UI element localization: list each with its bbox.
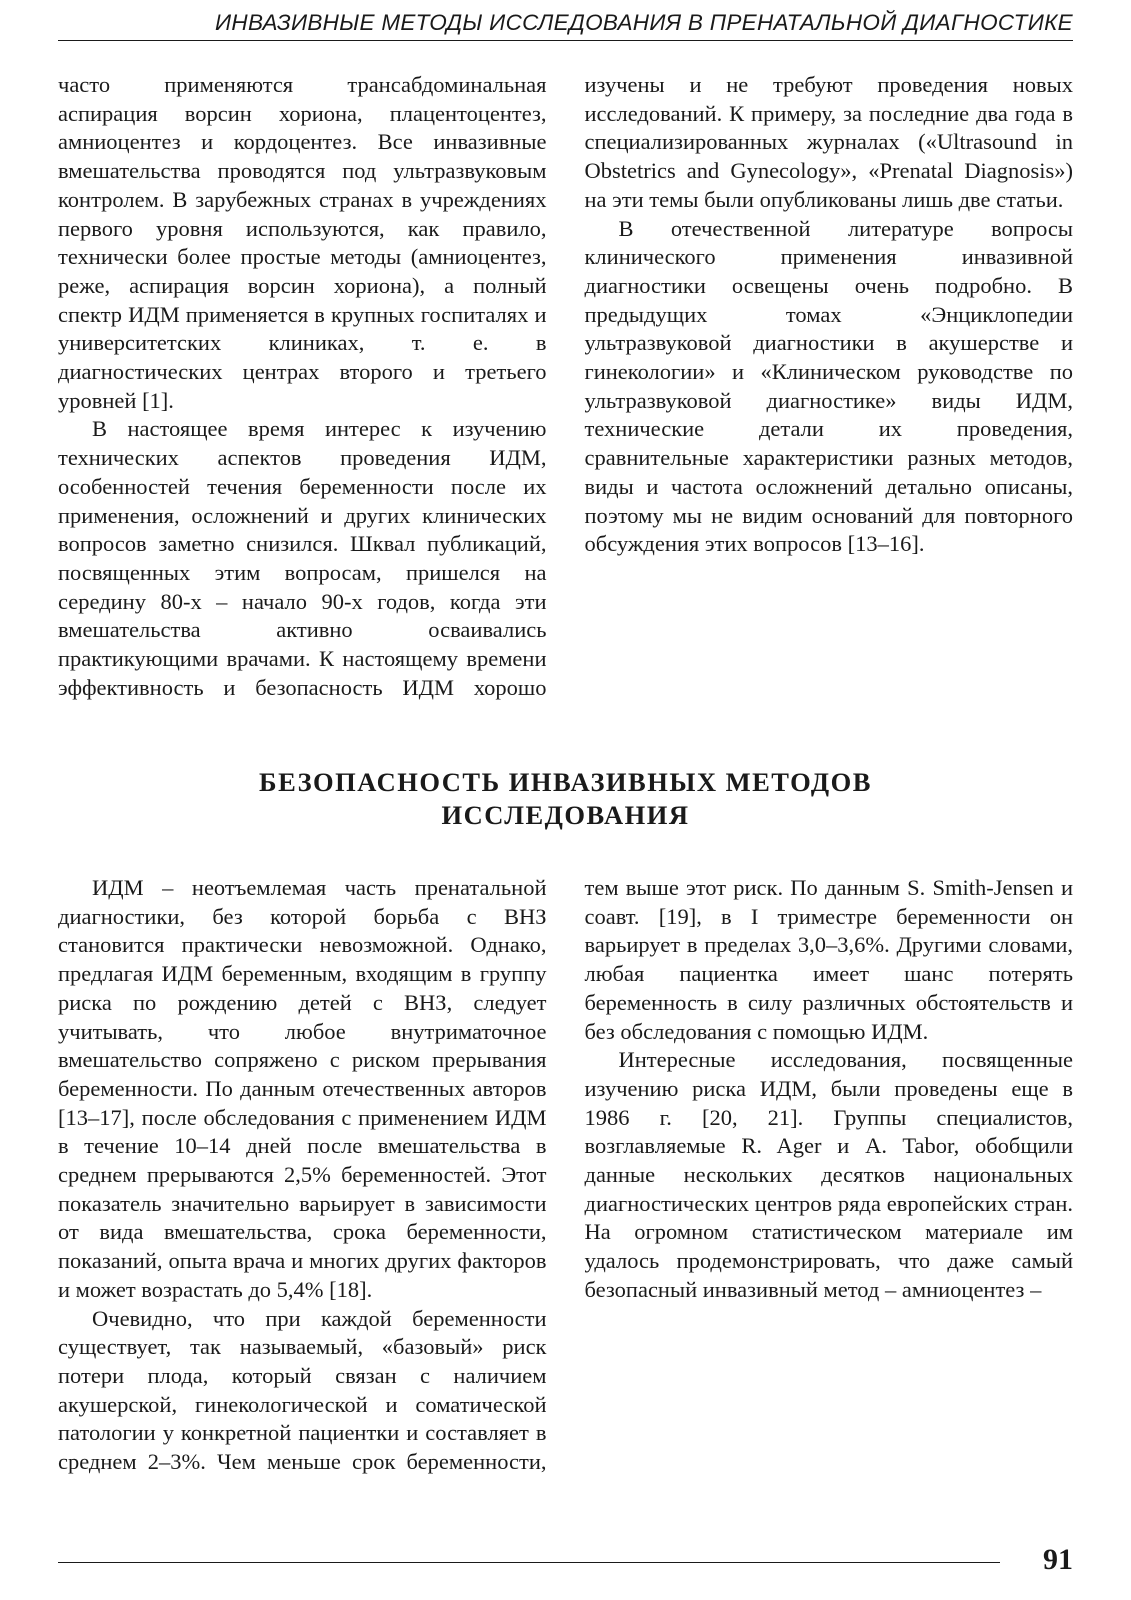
- footer-rule: [58, 1562, 1000, 1563]
- page-number: 91: [1043, 1543, 1073, 1576]
- paragraph: ИДМ – неотъемлемая часть пренатальной диагностики, без которой борьба с ВНЗ становится практически невозможной. Однако, предлагая ИДМ беременным, входящим в группу риска по рождению детей с ВНЗ, следует учитывать, что любое внутриматочное вмешательство сопряжено с риском прерывания беременности. По данным отечественных авторов [13–17], после обследования с применением ИДМ в течение 10–14 дней после вмешательства в среднем прерываются 2,5% беременностей. Этот показатель значительно варьирует в зависимости от вида вмешательства, срока беременности, показаний, опыта врача и многих других факторов и может возрастать до 5,4% [18].: [58, 875, 547, 1302]
- section-heading-line: БЕЗОПАСНОСТЬ ИНВАЗИВНЫХ МЕТОДОВ: [259, 767, 872, 797]
- running-head: ИНВАЗИВНЫЕ МЕТОДЫ ИССЛЕДОВАНИЯ В ПРЕНАТАЛЬНОЙ ДИАГНОСТИКЕ: [58, 6, 1073, 41]
- section-heading: [58, 766, 1073, 832]
- paragraph: В настоящее время интерес к изучению технических аспектов проведения ИДМ, особенностей течения беременности после их применения, осложнений и других клинических вопросов заметно снизился. Шквал публикаций, посвященных этим вопросам, пришелся на середину 80-х – начало 90-х годов, когда эти вмешательства активно осваивались практикующими врачами. К настоящему времени эффективность и безопасность ИДМ хорошо изучены и не требуют проведения новых исследований. К примеру, за последние два года в специализированных журналах («Ultrasound in Obstetrics and Gynecology», «Prenatal Diagnosis») на эти темы были опубликованы лишь две статьи.: [58, 72, 1073, 700]
- paragraph: В отечественной литературе вопросы клинического применения инвазивной диагностики освещены очень подробно. В предыдущих томах «Энциклопедии ультразвуковой диагностики в акушерстве и гинекологии» и «Клиническом руководстве по ультразвуковой диагностике» виды ИДМ, технические детали их проведения, сравнительные характеристики разных методов, виды и частота осложнений детально описаны, поэтому мы не видим оснований для повторного обсуждения этих вопросов [13–16].: [584, 215, 1073, 557]
- paragraph: Очевидно, что при каждой беременности существует, так называемый, «базовый» риск потери плода, который связан с наличием акушерской, гинекологической и соматической патологии у конкретной пациентки и составляет в среднем 2–3%. Чем меньше срок беременности, тем выше этот риск. По данным S. Smith-Jensen и соавт. [19], в I триместре беременности он варьирует в пределах 3,0–3,6%. Другими словами, любая пациентка имеет шанс потерять беременность в силу различных обстоятельств и без обследования с помощью ИДМ.: [58, 875, 1073, 1475]
- section-heading-line: ИССЛЕДОВАНИЯ: [441, 800, 690, 830]
- paragraph: Интересные исследования, посвященные изучению риска ИДМ, были проведены еще в 1986 г. [20, 21]. Группы специалистов, возглавляемые R. Ager и A. Tabor, обобщили данные нескольких десятков национальных диагностических центров ряда европейских стран. На огромном статистическом материале им удалось продемонстрировать, что даже самый безопасный инвазивный метод – амниоцентез –: [584, 1047, 1073, 1302]
- bottom-text-section: [58, 874, 1073, 1486]
- paragraph: часто применяются трансабдоминальная аспирация ворсин хориона, плацентоцентез, амниоцентез и кордоцентез. Все инвазивные вмешательства проводятся под ультразвуковым контролем. В зарубежных странах в учреждениях первого уровня используются, как правило, технически более простые методы (амниоцентез, реже, аспирация ворсин хориона), а полный спектр ИДМ применяется в крупных госпиталях и университетских клиниках, т. е. в диагностических центрах второго и третьего уровней [1].: [58, 72, 547, 413]
- top-text-section: [58, 71, 1073, 721]
